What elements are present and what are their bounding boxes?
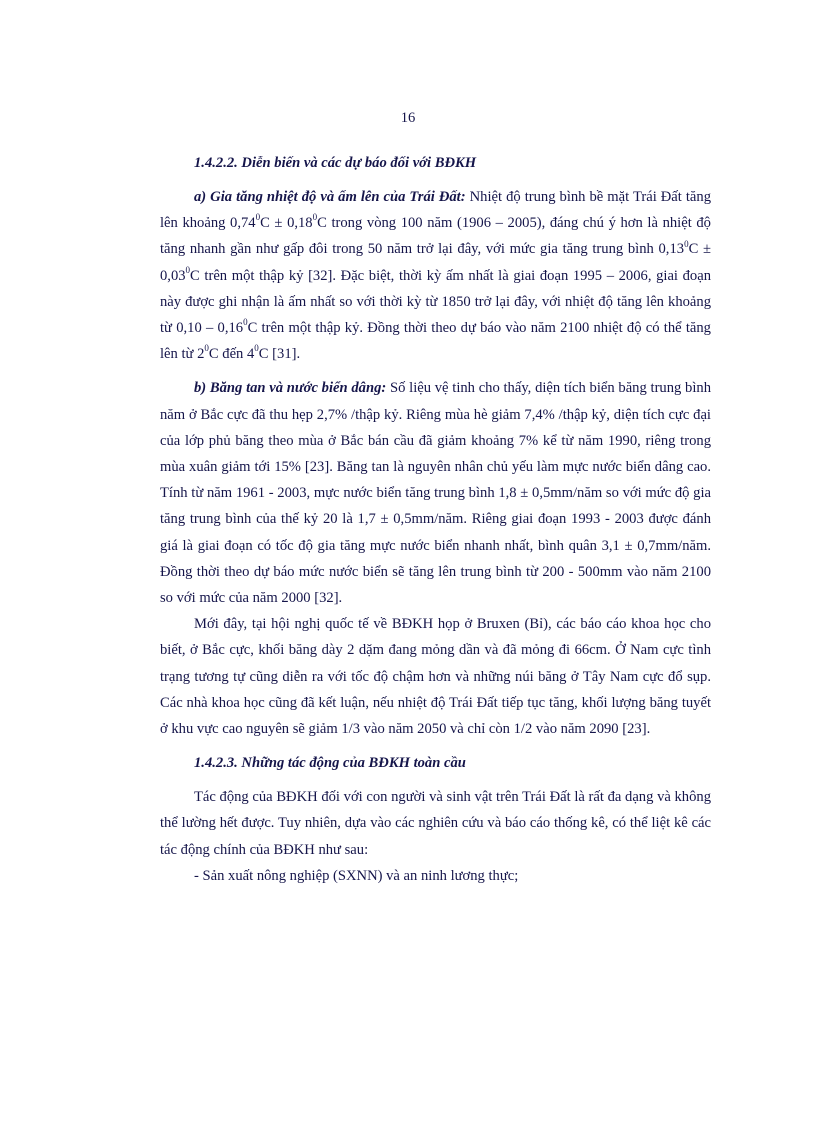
paragraph-temperature-rise: a) Gia tăng nhiệt độ và ấm lên của Trái Đất: Nhiệt độ trung bình bề mặt Trái Đất tăng lên khoảng $0,74^0C \pm 0,18^0C$ trong vòng 100 năm (1906 – 2005), đáng chú ý hơn là nhiệt độ tăng nhanh gần như gấp đôi trong 50 năm trở lại đây, với mức gia tăng trung bình $0,13^0C \pm 0,03^0C$ trên một thập kỷ [32]. Đặc biệt, thời kỳ ấm nhất là giai đoạn 1995 – 2006, giai đoạn này được ghi nhận là ấm nhất so với thời kỳ từ 1850 trở lại đây, với nhiệt độ tăng lên khoảng từ 0,10 – 0,16$^0$C trên một thập kỷ. Đồng thời theo dự báo vào năm 2100 nhiệt độ có thể tăng lên từ $2^0C$ đến $4^0C$ [31]. — [160, 189, 711, 363]
list-item-agriculture: - Sản xuất nông nghiệp (SXNN) và an ninh lương thực; — [194, 867, 519, 884]
paragraph-ice-melt: b) Băng tan và nước biển dâng: Số liệu vệ tinh cho thấy, diện tích biển băng trung bình năm ở Bắc cực đã thu hẹp 2,7% /thập kỷ. Riêng mùa hè giảm 7,4% /thập kỷ, diện tích cực đại của lớp phủ băng theo mùa ở Bắc bán cầu đã giảm khoảng 7% kể từ năm 1990, riêng trong mùa xuân giảm tới 15% [23]. Băng tan là nguyên nhân chủ yếu làm mực nước biển dâng cao. Tính từ năm 1961 - 2003, mực nước biển tăng trung bình 1,8 ± 0,5mm/năm so với mức độ gia tăng trung bình của thế kỷ 20 là 1,7 ± 0,5mm/năm. Riêng giai đoạn 1993 - 2003 được đánh giá là giai đoạn có tốc độ gia tăng mực nước biển nhanh nhất, bình quân 3,1 ± 0,7mm/năm. Đồng thời theo dự báo mức nước biển sẽ tăng lên trung bình từ 200 - 500mm vào năm 2100 so với mức của năm 2000 [32]. — [160, 380, 711, 607]
page-number: 16 — [400, 110, 416, 126]
page-content — [160, 150, 711, 889]
paragraph-lead-ice-melt: b) Băng tan và nước biển dâng: — [194, 380, 387, 397]
paragraph-lead-temperature: a) Gia tăng nhiệt độ và ấm lên của Trái Đất: — [194, 189, 466, 205]
paragraph-impacts-intro: Tác động của BĐKH đối với con người và sinh vật trên Trái Đất là rất đa dạng và không thể lường hết được. Tuy nhiên, dựa vào các nghiên cứu và báo cáo thống kê, có thể liệt kê các tác động chính của BĐKH như sau: — [160, 789, 711, 858]
section-heading-1-4-2-3: 1.4.2.3. Những tác động của BĐKH toàn cầu — [194, 755, 466, 772]
section-heading-1-4-2-2: 1.4.2.2. Diễn biến và các dự báo đối với BĐKH — [194, 155, 477, 171]
paragraph-bruxen-conference: Mới đây, tại hội nghị quốc tế về BĐKH họp ở Bruxen (Bỉ), các báo cáo khoa học cho biết, ở Bắc cực, khối băng dày 2 dặm đang mỏng dần và đã mỏng đi 66cm. Ở Nam cực tình trạng tương tự cũng diễn ra với tốc độ chậm hơn và những núi băng ở Tây Nam cực đổ sụp. Các nhà khoa học cũng đã kết luận, nếu nhiệt độ Trái Đất tiếp tục tăng, khối lượng băng tuyết ở khu vực cao nguyên sẽ giảm 1/3 vào năm 2050 và chỉ còn 1/2 vào năm 2090 [23]. — [160, 616, 711, 738]
